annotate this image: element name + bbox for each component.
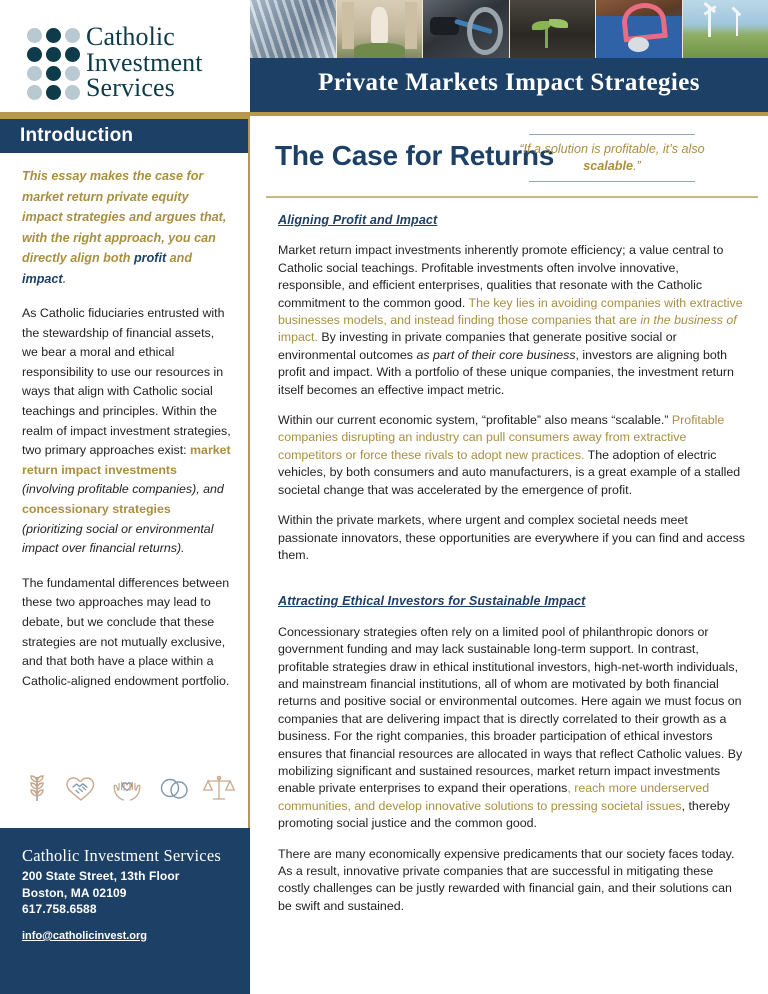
main-content: [250, 0, 768, 994]
wheat-stalk-icon: [20, 771, 54, 805]
logo-dot-light: [27, 28, 42, 43]
article-paragraph: Market return impact investments inherently promote efficiency; a value central to Catholic social teachings. Profitable investments often involve innovative, responsible, and efficient enterprises, qualities that resonate with the Catholic commitment to the common good. The key lies in avoiding companies with extractive businesses models, and instead finding those companies that are in the business of impact. By investing in private companies that generate positive social or environmental outcomes as part of their core business, investors are aligning both profit and impact. With a portfolio of these unique companies, the investment return itself becomes an effective impact metric.: [278, 243, 743, 397]
pull-quote-text: “If a solution is profitable, it’s also scalable.”: [519, 142, 705, 173]
footer-address: [22, 868, 180, 918]
sidebar-body: [22, 166, 232, 706]
overlapping-circles-icon: [155, 771, 193, 805]
logo-dot-light: [65, 66, 80, 81]
article-paragraph: There are many economically expensive predicaments that our society faces today. As a result, innovative private companies that are successful in mitigating these costly challenges can be justly rewarded with financial gain, and their solutions can be swift and sustained.: [278, 846, 735, 913]
logo-dot-grid-icon: [27, 28, 81, 101]
scales-of-justice-icon: [202, 771, 236, 805]
logo-dot-dark: [46, 85, 61, 100]
values-icon-row: [20, 765, 236, 811]
footer-address-line1: 200 State Street, 13th Floor: [22, 869, 180, 883]
introduction-header: [0, 119, 248, 153]
pull-quote-rule-bottom: [529, 181, 695, 182]
article-paragraph: Concessionary strategies often rely on a limited pool of philanthropic donors or government funding and may lack sustainable long-term support. In contrast, profitable strategies draw in ethical institutional investors, high-net-worth individuals, and mainstream financial institutions, all of whom are motivated by both financial returns and positive social or environmental outcomes. Here again we must focus on companies that are delivering impact that is directly correlated to their growth as a business. For the right companies, this broader participation of ethical investors ensures that financial resources are allocated in ways that reflect Catholic values. By mobilizing significant and sustained resources, market return impact investments enable private enterprises to expand their operations, reach more underserved communities, and develop innovative solutions to pressing societal issues, thereby promoting social justice and the common good.: [278, 624, 743, 831]
brand-name-line3: Services: [86, 73, 175, 102]
photo-electric-vehicle-charging: [423, 0, 510, 58]
photo-justice-statue: [337, 0, 424, 58]
title-underline-rule: [266, 196, 758, 198]
logo-dot-light: [65, 85, 80, 100]
logo-dot-dark: [27, 47, 42, 62]
footer-company-name: Catholic Investment Services: [22, 846, 221, 865]
photo-glass-office-building: [250, 0, 337, 58]
footer-phone: 617.758.6588: [22, 902, 97, 916]
sidebar: [0, 0, 248, 994]
page-title: The Case for Returns: [275, 140, 555, 171]
brand-name-line1: Catholic: [86, 22, 175, 51]
banner-gold-rule: [250, 112, 768, 116]
logo-dot-light: [27, 85, 42, 100]
article-paragraph: Within the private markets, where urgent and complex societal needs meet passionate innovators, these opportunities are everywhere if you can find and access them.: [278, 513, 745, 562]
section-heading: Aligning Profit and Impact: [278, 213, 438, 227]
logo-dot-dark: [46, 66, 61, 81]
section-spacer: [278, 577, 746, 593]
section-heading: Attracting Ethical Investors for Sustainable Impact: [278, 594, 586, 609]
sidebar-footer: [0, 828, 248, 994]
photo-wind-turbines: [683, 0, 768, 58]
handshake-heart-icon: [63, 771, 99, 805]
gold-divider-bar: [0, 112, 248, 119]
footer-address-line2: Boston, MA 02109: [22, 885, 127, 900]
logo-dot-light: [27, 66, 42, 81]
banner-title: Private Markets Impact Strategies: [318, 69, 700, 96]
photo-nurse-stethoscope-heart: [596, 0, 683, 58]
header-photo-strip: [250, 0, 768, 58]
brand-name-line2: Investment: [86, 47, 203, 77]
logo-dot-dark: [46, 47, 61, 62]
logo-dot-dark: [46, 28, 61, 43]
sidebar-paragraph-3: The fundamental differences between these two approaches may lead to debate, but we conclude that these strategies are not mutually exclusive, and that both have a place within a Catholic-aligned endowment portfolio.: [22, 575, 230, 688]
pull-quote: [512, 134, 712, 182]
article-body: [278, 212, 746, 928]
introduction-label: Introduction: [20, 125, 134, 146]
sidebar-paragraph-2: As Catholic fiduciaries entrusted with the stewardship of financial assets, we bear a moral and ethical responsibility to use our resources in ways that align with Catholic social teachings and principles. Within the realm of impact investment strategies, two primary approaches exist: market return impact investments (involving profitable companies), and concessionary strategies (prioritizing social or environmental impact over financial returns).: [22, 306, 231, 556]
brand-logo: [0, 0, 248, 112]
logo-dot-dark: [65, 47, 80, 62]
brand-name: [86, 24, 203, 101]
sidebar-lead-paragraph: This essay makes the case for market return private equity impact strategies and argues that, with the right approach, you can directly align both profit and impact.: [22, 169, 227, 286]
article-paragraph: Within our current economic system, “profitable” also means “scalable.” Profitable companies disrupting an industry can pull consumers away from extractive competitors or force these rivals to adopt new practices. The adoption of electric vehicles, by both consumers and auto manufacturers, is a great example of a stalled societal change that was accelerated by the emergence of profit.: [278, 413, 741, 497]
hands-holding-heart-icon: [108, 771, 146, 805]
footer-email-link[interactable]: info@catholicinvest.org: [22, 930, 148, 942]
logo-dot-light: [65, 28, 80, 43]
photo-seedling-in-soil: [510, 0, 597, 58]
page-banner: [250, 58, 768, 112]
